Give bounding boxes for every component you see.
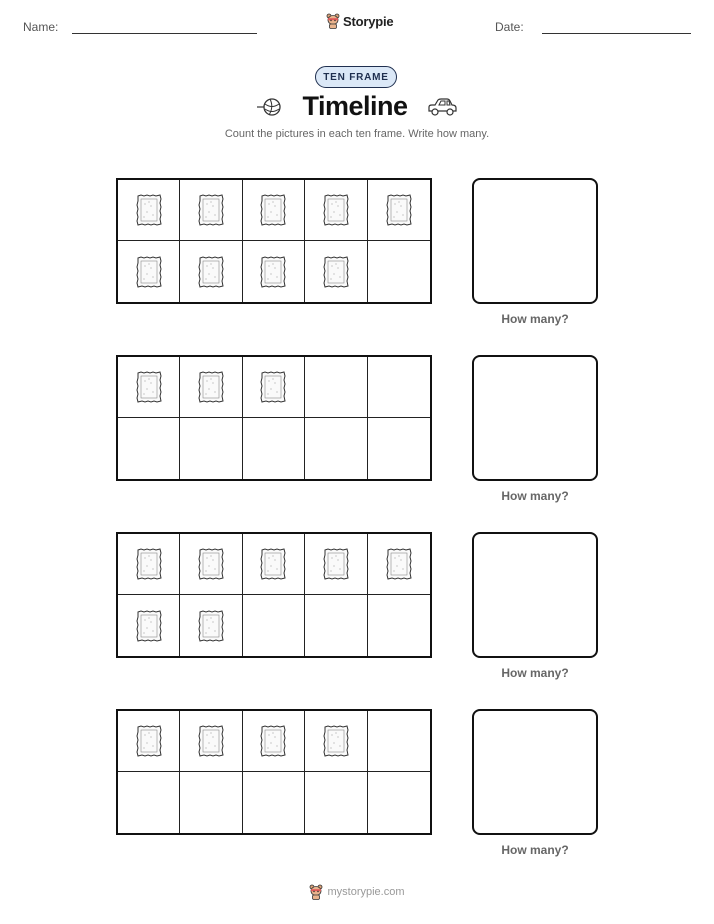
ten-frame-cell bbox=[118, 772, 180, 833]
ten-frame-cell bbox=[243, 534, 305, 595]
answer-box[interactable] bbox=[472, 355, 598, 481]
ten-frame-cell bbox=[305, 418, 367, 479]
stamp-picture-icon bbox=[198, 610, 224, 642]
bear-mascot-icon bbox=[326, 13, 340, 29]
footer bbox=[0, 884, 714, 900]
ten-frame-cell bbox=[368, 180, 430, 241]
stamp-picture-icon bbox=[198, 371, 224, 403]
ten-frame-cell bbox=[368, 418, 430, 479]
ten-frame-cell bbox=[118, 534, 180, 595]
page-title: Timeline bbox=[302, 91, 408, 121]
ten-frame-cell bbox=[180, 180, 242, 241]
ten-frame bbox=[116, 355, 432, 481]
stamp-picture-icon bbox=[198, 548, 224, 580]
ten-frame-cell bbox=[243, 772, 305, 833]
stamp-picture-icon bbox=[136, 610, 162, 642]
ten-frame-cell bbox=[305, 241, 367, 302]
ten-frame-cell bbox=[243, 711, 305, 772]
ten-frame bbox=[116, 532, 432, 658]
ten-frame-cell bbox=[118, 595, 180, 656]
ten-frame-cell bbox=[180, 711, 242, 772]
ten-frame-cell bbox=[243, 418, 305, 479]
ten-frame-cell bbox=[243, 180, 305, 241]
date-label: Date: bbox=[495, 20, 524, 34]
ten-frame-cell bbox=[118, 180, 180, 241]
ten-frame-cell bbox=[243, 595, 305, 656]
answer-box[interactable] bbox=[472, 709, 598, 835]
answer-box[interactable] bbox=[472, 532, 598, 658]
stamp-picture-icon bbox=[260, 194, 286, 226]
ten-frame-cell bbox=[180, 418, 242, 479]
stamp-picture-icon bbox=[260, 256, 286, 288]
ten-frame bbox=[116, 709, 432, 835]
ten-frame-cell bbox=[368, 772, 430, 833]
stamp-picture-icon bbox=[136, 194, 162, 226]
footer-url[interactable]: mystorypie.com bbox=[327, 886, 405, 898]
how-many-label: How many? bbox=[501, 843, 569, 857]
stamp-picture-icon bbox=[198, 256, 224, 288]
ten-frame-cell bbox=[305, 180, 367, 241]
stamp-picture-icon bbox=[386, 194, 412, 226]
car-icon bbox=[426, 96, 458, 118]
stamp-picture-icon bbox=[136, 725, 162, 757]
stamp-picture-icon bbox=[260, 725, 286, 757]
stamp-picture-icon bbox=[198, 725, 224, 757]
ten-frame-cell bbox=[305, 772, 367, 833]
ten-frame-cell bbox=[368, 711, 430, 772]
stamp-picture-icon bbox=[260, 371, 286, 403]
ten-frame-cell bbox=[305, 357, 367, 418]
date-line[interactable] bbox=[542, 33, 691, 34]
how-many-label: How many? bbox=[501, 489, 569, 503]
stamp-picture-icon bbox=[323, 548, 349, 580]
stamp-picture-icon bbox=[323, 256, 349, 288]
ten-frame-cell bbox=[368, 534, 430, 595]
ten-frame-cell bbox=[368, 595, 430, 656]
ten-frame-cell bbox=[368, 357, 430, 418]
stamp-picture-icon bbox=[386, 548, 412, 580]
name-label: Name: bbox=[23, 20, 59, 34]
how-many-label: How many? bbox=[501, 666, 569, 680]
ten-frame bbox=[116, 178, 432, 304]
ten-frame-cell bbox=[180, 357, 242, 418]
name-line[interactable] bbox=[72, 33, 257, 34]
instructions: Count the pictures in each ten frame. Write how many. bbox=[224, 128, 490, 140]
how-many-label: How many? bbox=[501, 312, 569, 326]
stamp-picture-icon bbox=[136, 371, 162, 403]
brand-logo bbox=[326, 13, 393, 29]
brand-name: Storypie bbox=[343, 13, 394, 29]
ten-frame-cell bbox=[305, 534, 367, 595]
stamp-picture-icon bbox=[323, 725, 349, 757]
yarn-ball-icon bbox=[256, 96, 284, 118]
stamp-picture-icon bbox=[136, 256, 162, 288]
ten-frame-cell bbox=[118, 418, 180, 479]
ten-frame-cell bbox=[243, 357, 305, 418]
stamp-picture-icon bbox=[198, 194, 224, 226]
ten-frame-cell bbox=[180, 595, 242, 656]
ten-frame-cell bbox=[180, 772, 242, 833]
answer-box[interactable] bbox=[472, 178, 598, 304]
ten-frame-cell bbox=[305, 711, 367, 772]
ten-frame-cell bbox=[180, 534, 242, 595]
ten-frame-cell bbox=[118, 241, 180, 302]
bear-mascot-icon bbox=[309, 884, 323, 900]
ten-frame-cell bbox=[305, 595, 367, 656]
stamp-picture-icon bbox=[260, 548, 286, 580]
stamp-picture-icon bbox=[323, 194, 349, 226]
ten-frame-cell bbox=[180, 241, 242, 302]
ten-frame-cell bbox=[243, 241, 305, 302]
ten-frame-cell bbox=[118, 711, 180, 772]
stamp-picture-icon bbox=[136, 548, 162, 580]
topic-badge: TEN FRAME bbox=[315, 66, 397, 88]
ten-frame-cell bbox=[368, 241, 430, 302]
title-row bbox=[0, 91, 714, 122]
ten-frame-cell bbox=[118, 357, 180, 418]
